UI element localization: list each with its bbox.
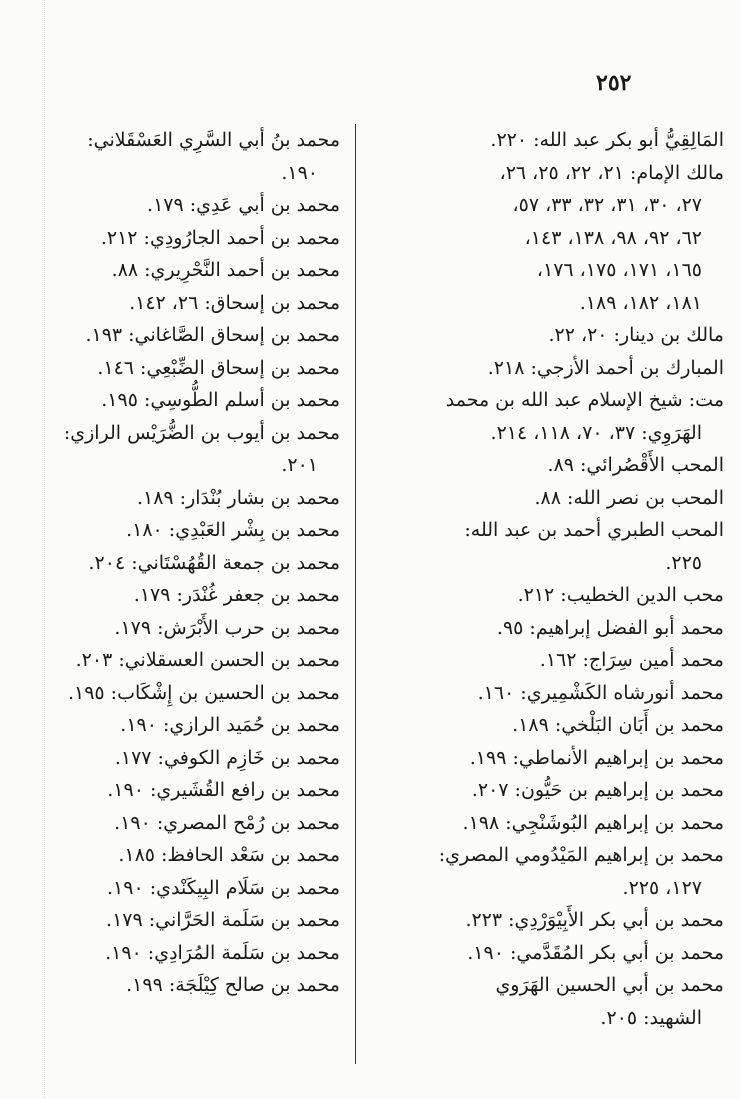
index-entry [366, 969, 724, 1034]
index-entry-text: محمد بن إسحاق: ٢٦، ١٤٢. [129, 291, 340, 314]
index-entry-text: محمد بن سَعْد الحافظ: ١٨٥. [118, 844, 340, 866]
index-entry [20, 384, 340, 417]
index-entry [20, 807, 340, 840]
index-entry-continuation: ٢٧، ٣٠، ٣١، ٣٢، ٣٣، ٥٧، [512, 194, 702, 216]
index-entry-text: محمد بن رُمْح المصري: ١٩٠. [114, 811, 340, 834]
index-entry-text: محمد بن رافع القُشَيري: ١٩٠. [107, 779, 340, 801]
index-entry [20, 124, 340, 189]
index-entry [366, 839, 724, 904]
column-divider [355, 124, 356, 1064]
index-entry [20, 189, 340, 222]
index-entry [20, 547, 340, 580]
index-entry [366, 774, 724, 807]
index-entry [20, 872, 340, 905]
page-number: ٢٥٢ [596, 70, 632, 96]
index-entry-text: محمد بن حُمَيد الرازي: ١٩٠. [120, 714, 340, 736]
index-entry-continuation: ١٦٥، ١٧١، ١٧٥، ١٧٦، [536, 259, 702, 281]
index-entry-text: المبارك بن أحمد الأزجي: ٢١٨. [487, 356, 724, 379]
index-entry [20, 969, 340, 1002]
index-entry [366, 482, 724, 515]
index-entry-continuation: الهَرَوِي: ٣٧، ٧٠، ١١٨، ٢١٤. [490, 421, 702, 444]
index-entry [20, 904, 340, 937]
index-entry-text: محمد بن إبراهيم الأنماطي: ١٩٩. [469, 746, 724, 769]
index-entry-text: محمد أنورشاه الكَشْمِيري: ١٦٠. [477, 681, 724, 704]
index-column-right [366, 124, 724, 1034]
index-entry-text: المحب الطبري أحمد بن عبد الله: [464, 519, 724, 541]
index-entry-text: محمد بن إسحاق الضِّبْعِي: ١٤٦. [97, 356, 340, 379]
index-entry [366, 319, 724, 352]
index-entry-text: محمد بن أبي بكر المُقَدَّمي: ١٩٠. [467, 941, 724, 964]
index-entry-text: محمد أبو الفضل إبراهيم: ٩٥. [496, 616, 724, 639]
index-entry-text: محمد بن صالح كِيْلَجَة: ١٩٩. [126, 974, 340, 996]
index-entry-continuation: ١٨١، ١٨٢، ١٨٩. [579, 291, 702, 314]
index-entry-text: محب الدين الخطيب: ٢١٢. [517, 584, 724, 606]
index-entry-text: مالك الإمام: ٢١، ٢٢، ٢٥، ٢٦، [499, 161, 724, 184]
index-entry-continuation: ١٩٠. [281, 161, 318, 184]
index-entry-text: محمد بن سَلَمة الحَرَّاني: ١٧٩. [106, 909, 340, 931]
index-entry-text: محمد بن أبي الحسين الهَرَوي [495, 974, 724, 996]
index-entry-continuation: ٢٢٥. [665, 551, 702, 574]
index-entry-text: محمد بن إبراهيم بن حَيُّون: ٢٠٧. [471, 779, 724, 801]
index-entry-text: محمد بن إبراهيم البُوشَنْجِي: ١٩٨. [462, 811, 724, 834]
index-entry [366, 709, 724, 742]
index-entry [366, 579, 724, 612]
index-entry [20, 677, 340, 710]
index-entry [366, 124, 724, 157]
index-entry-text: محمد بن سَلَام البِيكَنْدي: ١٩٠. [106, 876, 340, 899]
index-entry [20, 709, 340, 742]
index-entry-text: محمد بن أحمد النَّحْرِيري: ٨٨. [111, 259, 340, 281]
index-entry-text: محمد بن الحسن العسقلاني: ٢٠٣. [75, 649, 340, 671]
index-column-left [20, 124, 340, 1002]
index-entry [20, 742, 340, 775]
index-entry-text: محمد بن إبراهيم المَيْدُومي المصري: [438, 844, 724, 866]
index-entry-text: محمد بن أَبَان البَلْخي: ١٨٩. [512, 714, 724, 736]
index-entry-text: محمد بن أيوب بن الضُّرَيْس الرازي: [63, 421, 340, 444]
index-entry [20, 514, 340, 547]
index-entry [20, 417, 340, 482]
index-entry [366, 612, 724, 645]
index-entry-text: محمد بن إسحاق الصَّاغاني: ١٩٣. [85, 324, 340, 346]
index-entry [20, 287, 340, 320]
index-entry [366, 937, 724, 970]
index-entry-continuation: ١٢٧، ٢٢٥. [622, 876, 702, 899]
index-entry [366, 157, 724, 320]
index-entry [20, 937, 340, 970]
index-entry [20, 774, 340, 807]
index-entry-text: مت: شيخ الإسلام عبد الله بن محمد [445, 389, 724, 411]
index-entry [366, 904, 724, 937]
index-entry-text: محمد بن أحمد الجارُودِي: ٢١٢. [100, 226, 340, 249]
index-entry [366, 384, 724, 449]
index-entry-text: محمد بن بشار بُنْدَار: ١٨٩. [136, 486, 340, 509]
index-entry-text: محمد بن جعفر غُنْدَر: ١٧٩. [133, 584, 340, 606]
index-entry-text: محمد بن حرب الأَبْرَش: ١٧٩. [114, 616, 340, 639]
index-entry [20, 612, 340, 645]
index-entry-text: المحب الأَقْصُرائي: ٨٩. [547, 454, 724, 476]
index-entry [20, 482, 340, 515]
index-entry [20, 319, 340, 352]
index-entry-text: محمد بن بِشْر العَبْدِي: ١٨٠. [126, 519, 340, 541]
index-entry-text: محمد بن جمعة القُهُسْتَاني: ٢٠٤. [88, 551, 340, 574]
index-entry-text: مالك بن دينار: ٢٠، ٢٢. [548, 324, 724, 346]
index-entry [20, 579, 340, 612]
index-entry [20, 644, 340, 677]
index-entry [366, 677, 724, 710]
index-entry-continuation: ٦٢، ٩٢، ٩٨، ١٣٨، ١٤٣، [524, 226, 702, 249]
index-entry [20, 352, 340, 385]
index-entry-text: محمد بن أبي بكر الأَبِيْوَرْدِي: ٢٢٣. [465, 909, 724, 931]
index-entry [366, 514, 724, 579]
index-entry-text: محمد بن أبي عَدِي: ١٧٩. [147, 194, 340, 216]
index-entry [20, 839, 340, 872]
index-entry-text: المحب بن نصر الله: ٨٨. [534, 486, 724, 509]
index-entry-text: محمد أمين سِرَاج: ١٦٢. [539, 649, 724, 671]
index-entry [366, 807, 724, 840]
index-entry-text: محمد بن أسلم الطُّوسِي: ١٩٥. [101, 389, 340, 411]
index-entry-text: المَالِقِيُّ أبو بكر عبد الله: ٢٢٠. [490, 129, 724, 151]
index-entry-continuation: ٢٠١. [281, 454, 318, 476]
index-entry [366, 449, 724, 482]
index-entry-continuation: الشهيد: ٢٠٥. [600, 1006, 702, 1029]
index-entry-text: محمد بن سَلَمة المُرَادِي: ١٩٠. [105, 941, 340, 964]
index-entry-text: محمد بن خَازِم الكوفي: ١٧٧. [114, 746, 340, 769]
index-entry [366, 742, 724, 775]
index-entry [20, 222, 340, 255]
index-entry [366, 352, 724, 385]
index-entry [366, 644, 724, 677]
index-entry-text: محمد بن الحسين بن إِشْكَاب: ١٩٥. [67, 681, 340, 704]
index-entry-text: محمد بنُ أبي السَّرِي العَسْقَلاني: [87, 129, 340, 151]
index-entry [20, 254, 340, 287]
